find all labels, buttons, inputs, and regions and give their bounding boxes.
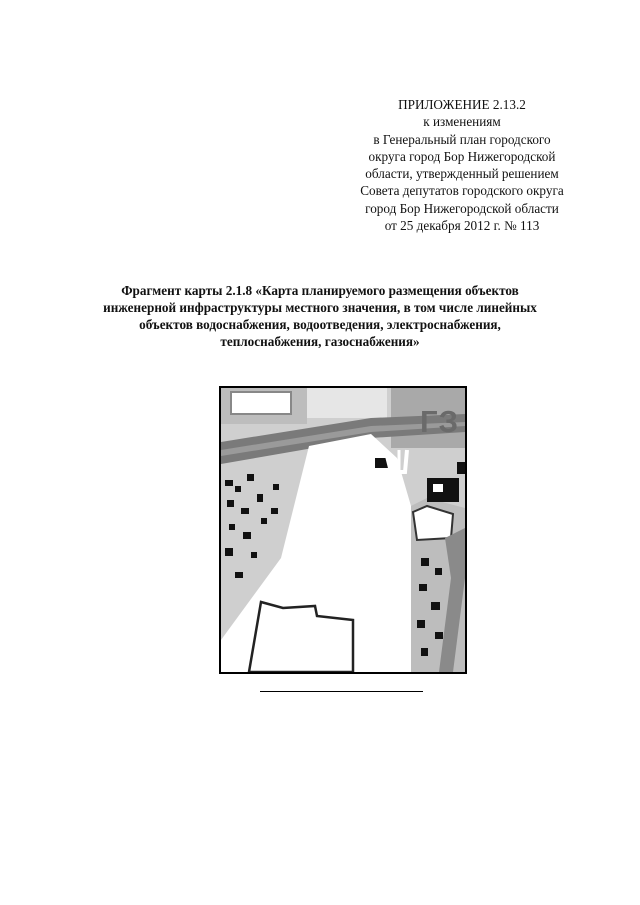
map-parcel [307, 388, 387, 418]
map-building [421, 558, 429, 566]
map-building [225, 548, 233, 556]
appendix-line: области, утвержденный решением [365, 166, 559, 182]
map-building [457, 462, 465, 474]
appendix-line: Совета депутатов городского округа [360, 183, 564, 199]
caption-line: теплоснабжения, газоснабжения» [220, 334, 420, 349]
appendix-header [340, 96, 584, 234]
caption-line: Фрагмент карты 2.1.8 «Карта планируемого размещения объектов [121, 283, 519, 298]
appendix-line: в Генеральный план городского [373, 131, 551, 147]
map-building [419, 584, 427, 591]
appendix-line: от 25 декабря 2012 г. № 113 [384, 218, 540, 234]
appendix-line: к изменениям [423, 114, 501, 130]
map-building [417, 620, 425, 628]
map-building [435, 568, 442, 575]
map-parcel [231, 392, 291, 414]
separator-line [260, 691, 423, 692]
map-building [273, 484, 279, 490]
map-building [227, 500, 234, 507]
map-building [225, 480, 233, 486]
map-building [229, 524, 235, 530]
caption-line: инженерной инфраструктуры местного значения, в том числе линейных [103, 300, 537, 315]
caption-line: объектов водоснабжения, водоотведения, электроснабжения, [139, 317, 501, 332]
map-building [243, 532, 251, 539]
appendix-line: город Бор Нижегородской области [365, 200, 559, 216]
map-building [435, 632, 443, 639]
map-building [271, 508, 278, 514]
appendix-line: округа город Бор Нижегородской [368, 148, 556, 164]
map-building-detail [433, 484, 443, 492]
map-building [241, 508, 249, 514]
map-building [251, 552, 257, 558]
appendix-line: ПРИЛОЖЕНИЕ 2.13.2 [398, 97, 526, 112]
map-building [235, 572, 243, 578]
map-building [421, 648, 428, 656]
map-building [261, 518, 267, 524]
map-caption [80, 282, 560, 350]
zone-label: ГЗ [420, 404, 459, 439]
map-fragment [219, 386, 467, 674]
map-building [257, 494, 263, 502]
map-building [235, 486, 241, 492]
map-building [431, 602, 440, 610]
map-building [247, 474, 254, 481]
